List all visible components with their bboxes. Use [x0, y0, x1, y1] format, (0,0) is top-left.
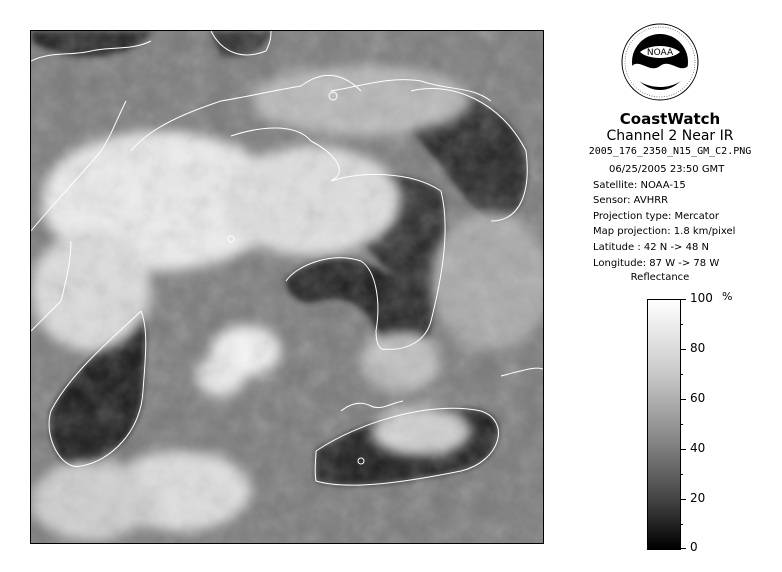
tick-100 — [680, 299, 686, 300]
minor-tick — [680, 524, 683, 525]
legend-unit: % — [722, 290, 733, 303]
texture — [31, 31, 543, 543]
brand-title: CoastWatch — [619, 110, 721, 128]
tick-20 — [680, 499, 686, 500]
tick-80 — [680, 349, 686, 350]
minor-tick — [680, 324, 683, 325]
image-filename: 2005_176_2350_N15_GM_C2.PNG — [588, 146, 752, 157]
tick-label-40: 40 — [690, 441, 706, 455]
sensor: Sensor: AVHRR — [593, 195, 669, 207]
noaa-logo-text: NOAA — [646, 48, 674, 58]
minor-tick — [680, 374, 683, 375]
map-projection: Map projection: 1.8 km/pixel — [593, 226, 736, 238]
reflectance-colorbar — [647, 299, 681, 550]
tick-40 — [680, 449, 686, 450]
datetime: 06/25/2005 23:50 GMT — [609, 164, 725, 175]
projection-type: Projection type: Mercator — [593, 210, 719, 222]
noaa-logo — [620, 22, 700, 102]
tick-label-0: 0 — [690, 540, 698, 554]
tick-0 — [680, 548, 686, 549]
longitude: Longitude: 87 W -> 78 W — [593, 257, 720, 269]
minor-tick — [680, 474, 683, 475]
channel-subtitle: Channel 2 Near IR — [606, 128, 734, 144]
tick-60 — [680, 399, 686, 400]
metadata-block — [593, 162, 735, 271]
tick-label-100: 100 — [690, 291, 713, 305]
tick-label-60: 60 — [690, 391, 706, 405]
latitude: Latitude : 42 N -> 48 N — [593, 241, 709, 253]
tick-label-80: 80 — [690, 341, 706, 355]
noaa-emblem — [620, 22, 700, 102]
minor-tick — [680, 424, 683, 425]
satellite: Satellite: NOAA-15 — [593, 179, 686, 191]
reflectance-map — [31, 31, 543, 543]
legend-title: Reflectance — [630, 272, 690, 283]
tick-label-20: 20 — [690, 491, 706, 505]
satellite-image — [30, 30, 544, 544]
